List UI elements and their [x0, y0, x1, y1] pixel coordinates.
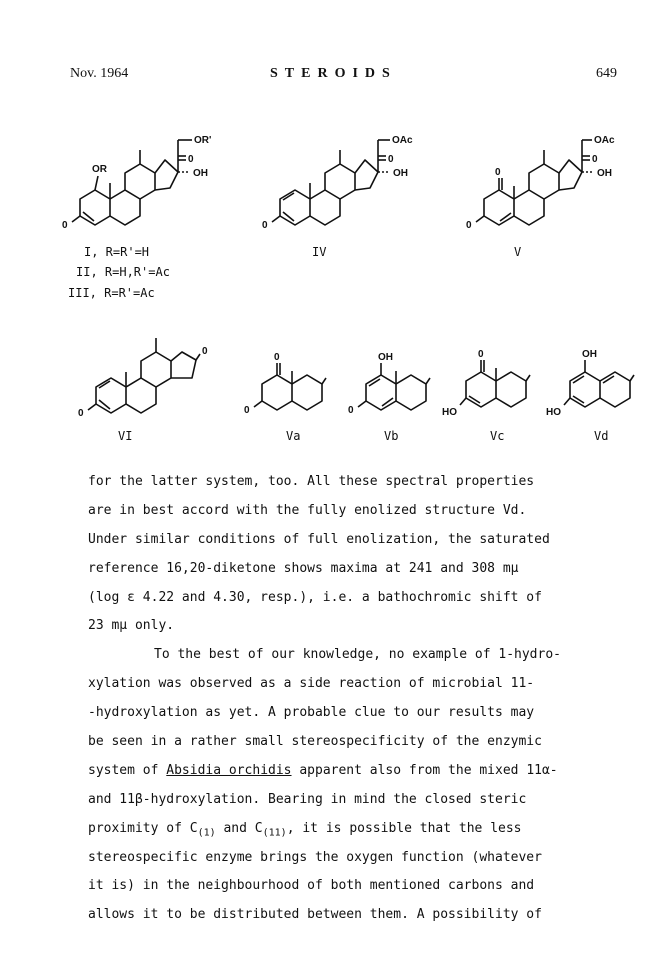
text-line: To the best of our knowledge, no example of 1-hydro-: [154, 647, 561, 663]
text-fragment: apparent also from the mixed 11α-: [291, 762, 558, 778]
label-or-prime: OR': [194, 135, 212, 146]
label-oh: OH: [597, 168, 612, 179]
label-17-oxo: 0: [202, 346, 208, 357]
text-line: [88, 757, 608, 786]
label-3-oxo: 0: [262, 220, 268, 231]
label-3-oxo: 0: [244, 405, 250, 416]
text-fragment: system of: [88, 762, 167, 778]
caption-Va: Va: [286, 429, 301, 443]
organism-name: Absidia orchidis: [166, 762, 292, 778]
header-journal: STEROIDS: [270, 66, 397, 81]
structure-Vd: [546, 349, 634, 418]
label-3-ho: HO: [546, 407, 561, 418]
text-line: Under similar conditions of full enolization, the saturated: [88, 531, 550, 547]
label-3-oxo: 0: [62, 220, 68, 231]
text-fragment: , it is possible that the less: [286, 820, 522, 836]
label-1-oh: OH: [582, 349, 597, 360]
subscript: (1): [197, 827, 216, 839]
label-oac: OAc: [594, 135, 615, 146]
label-1-oxo: 0: [495, 167, 501, 178]
text-line: and 11β-hydroxylation. Bearing in mind the closed steric: [88, 791, 527, 807]
header-date: Nov. 1964: [70, 66, 129, 81]
label-3-oxo: 0: [466, 220, 472, 231]
structure-Va: [244, 352, 326, 416]
caption-II: II, R=H,R'=Ac: [76, 265, 170, 279]
structure-I-III: [62, 135, 211, 231]
label-1-oxo: 0: [274, 352, 280, 363]
caption-Vb: Vb: [384, 429, 399, 443]
label-1-oxo: 0: [478, 349, 484, 360]
label-ketone-o: 0: [388, 154, 394, 165]
text-line: be seen in a rather small stereospecificity of the enzymic: [88, 734, 542, 750]
text-line: (log ε 4.22 and 4.30, resp.), i.e. a bathochromic shift of: [88, 589, 542, 605]
structure-V: [466, 135, 615, 231]
label-ketone-o: 0: [592, 154, 598, 165]
body-text: [88, 468, 608, 930]
text-line: are in best accord with the fully enolized structure Vd.: [88, 502, 527, 518]
caption-Vd: Vd: [594, 429, 609, 443]
text-line: xylation was observed as a side reaction of microbial 11-: [88, 676, 535, 692]
label-ketone-o: 0: [188, 154, 194, 165]
text-fragment: and C: [215, 820, 263, 836]
text-line: it is) in the neighbourhood of both mentioned carbons and: [88, 878, 535, 894]
label-1-oh: OH: [378, 352, 393, 363]
text-line: allows it to be distributed between them. A possibility of: [88, 907, 542, 923]
caption-I: I, R=R'=H: [84, 245, 150, 259]
text-line: [88, 815, 608, 844]
label-3-oxo: 0: [348, 405, 354, 416]
caption-IV: IV: [312, 245, 327, 259]
text-fragment: proximity of C: [88, 820, 198, 836]
structure-figures: [0, 0, 672, 460]
structure-VI: [78, 338, 208, 419]
caption-V: V: [514, 245, 522, 259]
label-oh: OH: [193, 168, 208, 179]
text-line: reference 16,20-diketone shows maxima at 241 and 308 mµ: [88, 560, 519, 576]
structure-Vb: [348, 352, 430, 416]
caption-VI: VI: [118, 429, 133, 443]
structure-Vc: [442, 349, 530, 418]
text-line: for the latter system, too. All these spectral properties: [88, 474, 535, 489]
caption-Vc: Vc: [490, 429, 505, 443]
structure-IV: [262, 135, 413, 231]
label-oac: OAc: [392, 135, 413, 146]
text-line: 23 mµ only.: [88, 618, 175, 634]
label-or: OR: [92, 164, 107, 175]
label-3-ho: HO: [442, 407, 457, 418]
text-line: stereospecific enzyme brings the oxygen function (whatever: [88, 849, 542, 865]
page-number: 649: [596, 66, 617, 81]
subscript: (11): [262, 827, 287, 839]
label-3-oxo: 0: [78, 408, 84, 419]
label-oh: OH: [393, 168, 408, 179]
text-line: -hydroxylation as yet. A probable clue to our results may: [88, 705, 535, 721]
caption-III: III, R=R'=Ac: [68, 286, 155, 300]
